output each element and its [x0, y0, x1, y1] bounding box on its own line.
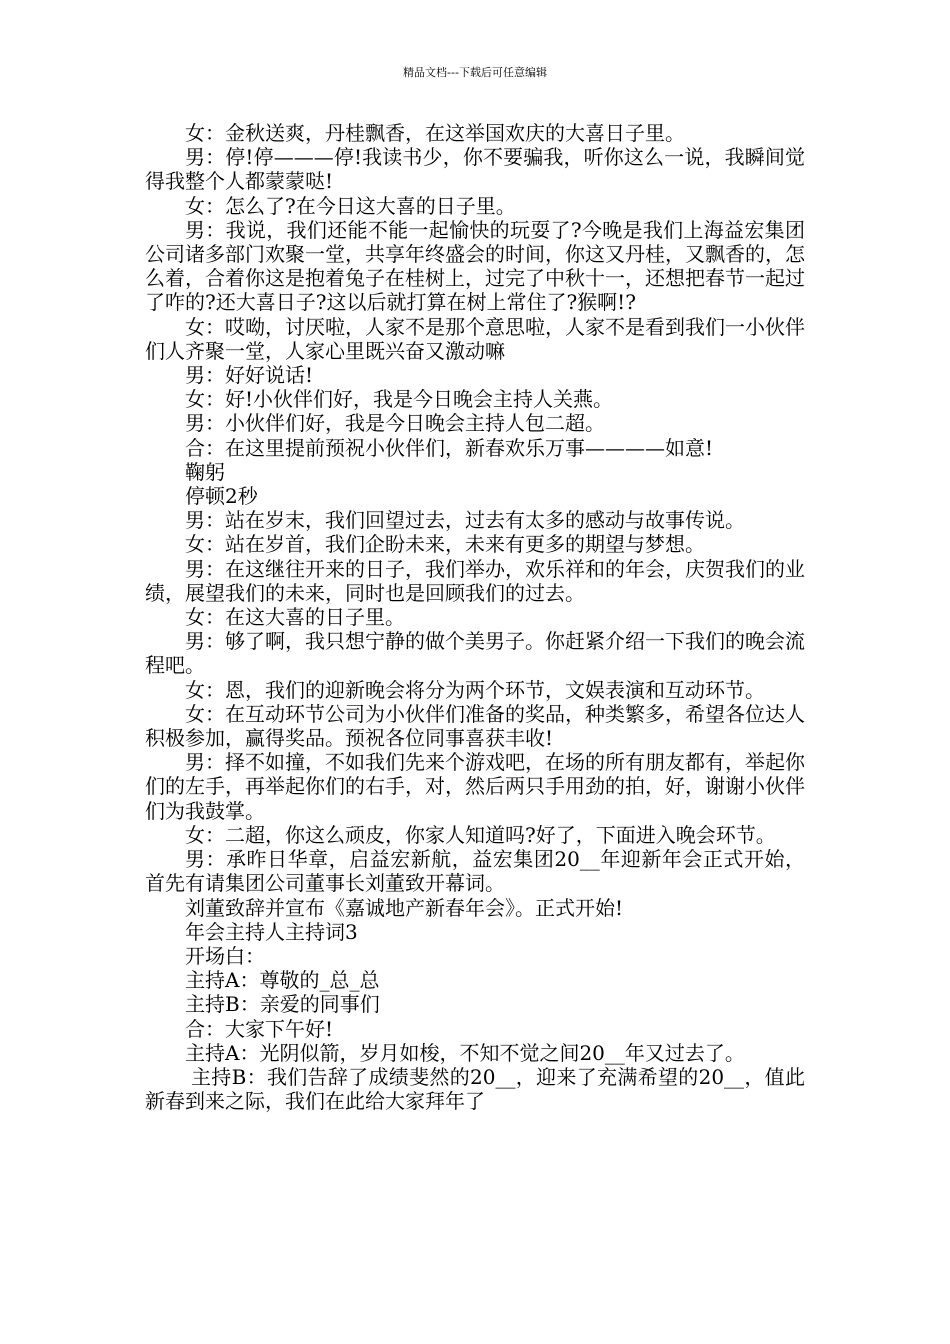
paragraph: 女：二超，你这么顽皮，你家人知道吗?好了，下面进入晚会环节。	[185, 822, 776, 847]
paragraph: 男：停!停———停!我读书少，你不要骗我，听你这么一说，我瞬间觉得我整个人都蒙蒙哒!	[145, 145, 805, 194]
paragraph: 女：在这大喜的日子里。	[185, 605, 405, 630]
paragraph: 男：择不如撞，不如我们先来个游戏吧，在场的所有朋友都有，举起你们的左手，再举起你们的右手，对，然后两只手用劲的拍，好，谢谢小伙伴们为我鼓掌。	[145, 750, 805, 823]
paragraph: 女：好!小伙伴们好，我是今日晚会主持人关燕。	[185, 387, 614, 412]
paragraph: 鞠躬	[185, 459, 225, 484]
paragraph: 主持A：光阴似箭，岁月如梭，不知不觉之间20__年又过去了。	[185, 1040, 745, 1065]
paragraph: 女：恩，我们的迎新晚会将分为两个环节，文娱表演和互动环节。	[185, 677, 765, 702]
paragraph: 停顿2秒	[185, 484, 258, 509]
paragraph: 女：站在岁首，我们企盼未来，未来有更多的期望与梦想。	[185, 532, 705, 557]
paragraph: 男：承昨日华章，启益宏新航，益宏集团20__年迎新年会正式开始，首先有请集团公司董事长刘董致开幕词。	[145, 847, 805, 896]
paragraph: 主持A：尊敬的_总_总	[185, 968, 380, 993]
paragraph: 女：金秋送爽，丹桂飘香，在这举国欢庆的大喜日子里。	[185, 121, 685, 145]
paragraph: 男：站在岁末，我们回望过去，过去有太多的感动与故事传说。	[185, 508, 745, 533]
paragraph: 主持B：我们告辞了成绩斐然的20__，迎来了充满希望的20__，值此新春到来之际，我们在此给大家拜年了	[145, 1064, 805, 1114]
paragraph: 男：在这继往开来的日子，我们举办，欢乐祥和的年会，庆贺我们的业绩，展望我们的未来，同时也是回顾我们的过去。	[145, 556, 805, 605]
paragraph: 合：在这里提前预祝小伙伴们，新春欢乐万事————如意!	[185, 435, 714, 460]
paragraph: 男：我说，我们还能不能一起愉快的玩耍了?今晚是我们上海益宏集团公司诸多部门欢聚一堂，共享年终盛会的时间，你这又丹桂，又飘香的，怎么着，合着你这是抱着兔子在桂树上，过完了中秋十一，还想把春节一起过了咋的?还大喜日子?这以后就打算在树上常住了?猴啊!?	[145, 217, 805, 315]
paragraph: 刘董致辞并宣布《嘉诚地产新春年会》。正式开始!	[185, 895, 624, 920]
paragraph: 开场白：	[185, 943, 265, 968]
document-body	[145, 121, 805, 1113]
paragraph: 合：大家下午好!	[185, 1016, 334, 1041]
paragraph: 男：小伙伴们好，我是今日晚会主持人包二超。	[185, 411, 605, 436]
section-title: 年会主持人主持词3	[185, 919, 358, 944]
paragraph: 女：怎么了?在今日这大喜的日子里。	[185, 193, 516, 218]
paragraph: 女：哎呦，讨厌啦，人家不是那个意思啦，人家不是看到我们一小伙伴们人齐聚一堂，人家心里既兴奋又激动嘛	[145, 314, 805, 363]
paragraph: 女：在互动环节公司为小伙伴们准备的奖品，种类繁多，希望各位达人积极参加，赢得奖品。预祝各位同事喜获丰收!	[145, 701, 805, 751]
paragraph: 主持B：亲爱的同事们	[185, 992, 380, 1017]
paragraph: 男：够了啊，我只想宁静的做个美男子。你赶紧介绍一下我们的晚会流程吧。	[145, 629, 805, 678]
page-header: 精品文档---下载后可任意编辑	[403, 66, 547, 79]
paragraph: 男：好好说话!	[185, 363, 314, 388]
